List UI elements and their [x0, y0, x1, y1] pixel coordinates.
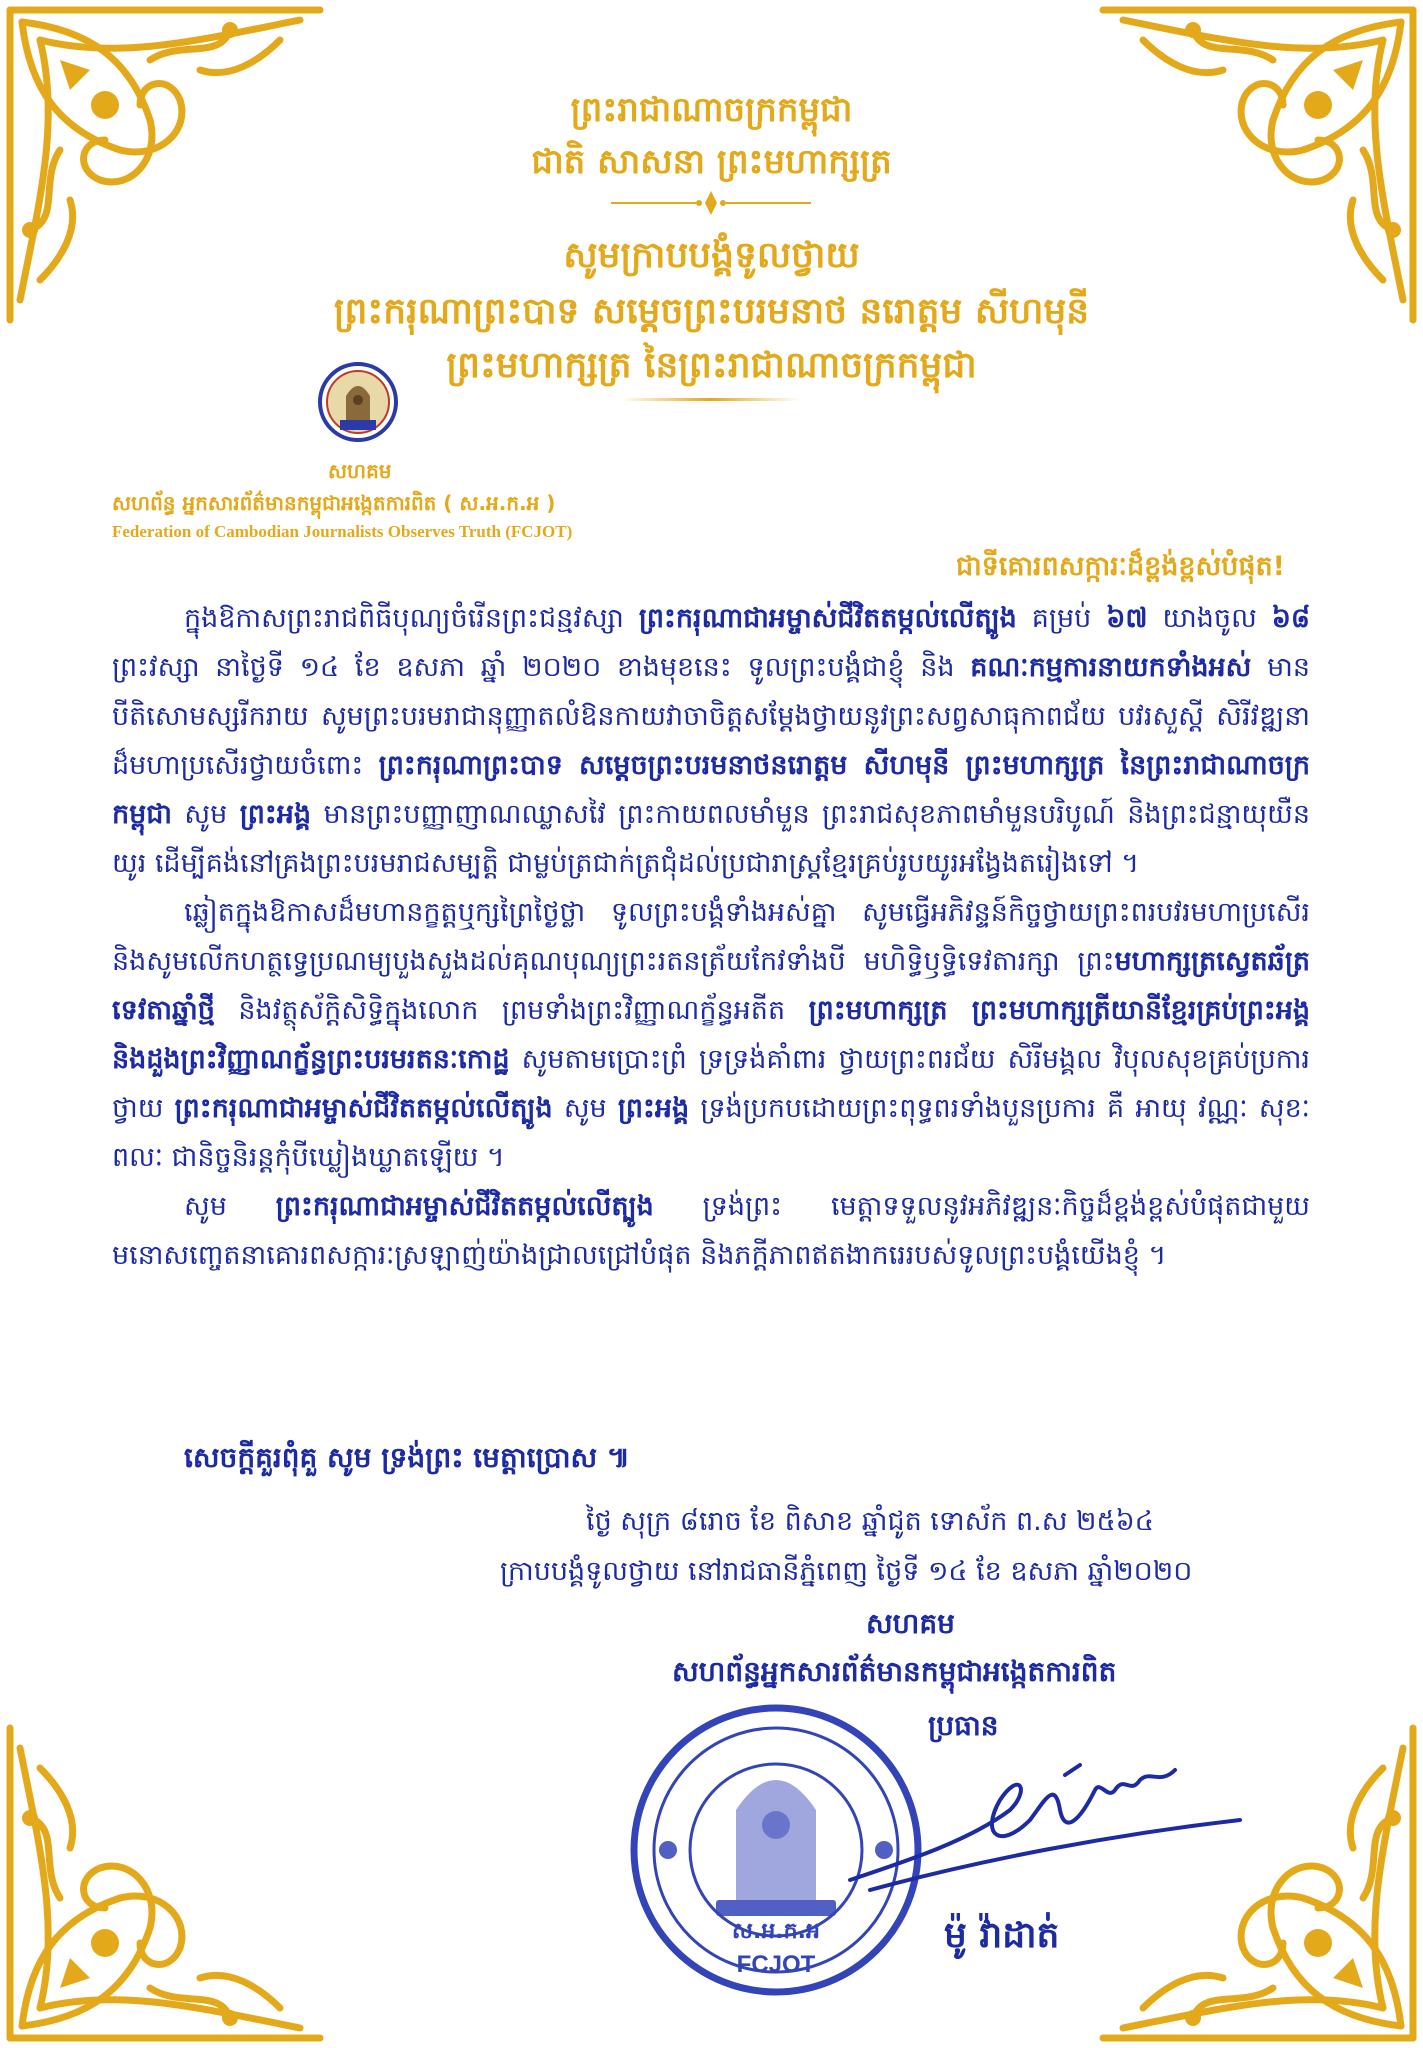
- emphasis-text: ព្រះករុណាព្រះបាទ សម្តេចព្រះបរមនាថនរោត្តម សីហមុនី ព្រះមហាក្សត្រ នៃព្រះរាជាណាចក្រកម្ពុជា: [112, 750, 1310, 830]
- emphasis-text: ព្រះមហាក្សត្រ ព្រះមហាក្សត្រីយានីខ្មែរគ្រប់ព្រះអង្គ និងដួងព្រះវិញ្ញាណក្ខ័ន្ធព្រះបរមរតនៈកោដ្ឋ: [112, 995, 1310, 1075]
- emphasis-text: ព្រះករុណាជាអម្ចាស់ជីវិតតម្កល់លើត្បូង: [638, 603, 1017, 634]
- emphasis-text: ព្រះអង្គ: [239, 799, 312, 830]
- emphasis-text: ៦៧: [1106, 603, 1148, 634]
- emphasis-text: ព្រះករុណាជាអម្ចាស់ជីវិតតម្កល់លើត្បូង: [275, 1191, 654, 1222]
- corner-ornament-bottom-left: [0, 1718, 330, 2048]
- salutation-heading: សូមក្រាបបង្គំទូលថ្វាយ: [563, 235, 860, 276]
- body-text-run: ទ្រង់ប្រកបដោយព្រះពុទ្ធពរទាំងបួនប្រការ គឺ អាយុ វណ្ណៈ សុខៈ ពលៈ ជានិច្ចនិរន្តកុំបីឃ្លៀងឃ្លាតឡើយ ។: [112, 1093, 1311, 1173]
- emphasis-text: ព្រះករុណាជាអម្ចាស់ជីវិតតម្កល់លើត្បូង: [174, 1093, 553, 1124]
- signatory-association: សហគម: [866, 1607, 955, 1640]
- body-text-run: យាងចូល: [1147, 603, 1272, 634]
- handwritten-signature-icon: [830, 1740, 1250, 1910]
- respect-motto: ជាទីគោរពសក្ការៈដ៏ខ្ពង់ខ្ពស់បំផុត!: [955, 551, 1285, 582]
- body-text-run: ព្រះវស្សា នាថ្ងៃទី ១៤ ខែ ឧសភា ឆ្នាំ ២០២០ ខាងមុខនេះ ទូលព្រះបង្គំជាខ្ញុំ និង: [112, 652, 971, 683]
- body-text-run: សូម: [184, 1191, 276, 1222]
- emphasis-text: គណៈកម្មការនាយកទាំងអស់: [970, 652, 1252, 683]
- body-text-run: មានព្រះបញ្ញាញាណឈ្លាសវៃ ព្រះកាយពលមាំមួន ព្រះរាជសុខភាពមាំមួនបរិបូណ៍ និងព្រះជន្មាយុយឺនយូរ ដើម្បីគង់នៅគ្រងព្រះបរមរាជសម្បត្តិ ជាម្លប់ត្រជាក់ត្រជុំដល់ប្រជារាស្ត្រខ្មែរគ្រប់រូបយូរអង្វែងតរៀងទៅ ។: [112, 799, 1310, 879]
- body-text-run: ក្នុងឱកាសព្រះរាជពិធីបុណ្យចំរើនព្រះជន្មវស្សា: [184, 603, 639, 634]
- signatory-title: ប្រធាន: [928, 1709, 999, 1742]
- lunar-date: ថ្ងៃ សុក្រ ៨រោច ខែ ពិសាខ ឆ្នាំជូត ទោស័ក ព.ស ២៥៦៤: [586, 1506, 1154, 1537]
- association-label: សហគម: [328, 459, 392, 483]
- body-text-run: សូម: [552, 1093, 618, 1124]
- body-text-run: និងវត្ថុស័ក្តិសិទ្ធិក្នុងលោក ព្រមទាំងព្រះវិញ្ញាណក្ខ័ន្ធអតីត: [214, 995, 809, 1026]
- signatory-organization: សហព័ន្ធអ្នកសារព័ត៌មានកម្ពុជាអង្កេតការពិត: [672, 1655, 1117, 1688]
- stamp-abbr-kh: ស.អ.ក.អ: [732, 1919, 820, 1944]
- signatory-name: ម៉ូ វ៉ាដាត់: [944, 1915, 1060, 1956]
- emphasis-text: ព្រះអង្គ: [617, 1093, 690, 1124]
- body-text-run: សូមតាមប្រោះព្រំ ទ្រទ្រង់គាំពារ ថ្វាយព្រះពរជ័យ សិរីមង្គល វិបុលសុខគ្រប់ប្រការថ្វាយ: [112, 1044, 1310, 1124]
- emphasis-text: ៦៨: [1271, 603, 1311, 634]
- body-text-run: សូម: [172, 799, 240, 830]
- header-rule: [620, 398, 800, 401]
- addressee-line-1: ព្រះករុណាព្រះបាទ សម្តេចព្រះបរមនាថ នរោត្តម សីហមុនី: [333, 291, 1090, 332]
- paragraph-3: [112, 1182, 1310, 1280]
- paragraph-1: [112, 594, 1310, 888]
- organization-name-en: Federation of Cambodian Journalists Observes Truth (FCJOT): [112, 522, 573, 541]
- organization-name-kh: សហព័ន្ធ អ្នកសារព័ត៌មានកម្ពុជាអង្កេតការពិត ( ស.អ.ក.អ ): [112, 491, 556, 515]
- paragraph-2: [112, 888, 1310, 1182]
- kingdom-heading: ព្រះរាជាណាចក្រកម្ពុជា: [570, 90, 853, 130]
- ornamental-divider-icon: [611, 190, 811, 216]
- addressee-line-2: ព្រះមហាក្សត្រ នៃព្រះរាជាណាចក្រកម្ពុជា: [446, 345, 977, 386]
- letter-body: [112, 594, 1310, 1280]
- body-text-run: ឆ្លៀតក្នុងឱកាសដ៏មហានក្ខត្តឬក្សព្រៃថ្ងៃថ្លា ទូលព្រះបង្គំទាំងអស់គ្នា សូមធ្វើអភិវន្ទន៍កិច្ចថ្វាយព្រះពរបវរមហាប្រសើរ និងសូមលើកហត្ថទ្វេប្រណម្យបួងសួងដល់គុណបុណ្យព្រះរតនត្រ័យកែវទាំងបី មហិទ្ធិឫទ្ធិទេវតារក្សា ព្រះ: [112, 897, 1310, 977]
- emphasis-text: មហាក្សត្រស្វេតឆ័ត្រទេវតាឆ្នាំថ្មី: [112, 946, 1310, 1026]
- solar-date: ក្រាបបង្គំទូលថ្វាយ នៅរាជធានីភ្នំពេញ ថ្ងៃទី ១៤ ខែ ឧសភា ឆ្នាំ២០២០: [500, 1556, 1193, 1587]
- body-text-run: គម្រប់: [1016, 603, 1107, 634]
- fcjot-logo-icon: [318, 362, 398, 446]
- closing-line: សេចក្តីគួរពុំគួ សូម ទ្រង់ព្រះ មេត្តាប្រោស ៕: [184, 1441, 631, 1474]
- body-text-run: មានបីតិសោមស្សរីករាយ សូមព្រះបរមរាជានុញ្ញាតលំឱនកាយវាចាចិត្តសម្តែងថ្វាយនូវព្រះសព្វសាធុកាពជ័យ បវរសួស្តី សិរីវឌ្ឍនាដ៏មហាប្រសើរថ្វាយចំពោះ: [112, 652, 1310, 781]
- body-text-run: ទ្រង់ព្រះ មេត្តាទទួលនូវអភិវឌ្ឍនៈកិច្ចដ៏ខ្ពង់ខ្ពស់បំផុតជាមួយមនោសញ្ចេតនាគោរពសក្ការៈស្រឡាញ់យ៉ាងជ្រាលជ្រៅបំផុត និងភក្តីភាពឥតងាករេរបស់ទូលព្រះបង្គំយើងខ្ញុំ ។: [112, 1191, 1310, 1271]
- nation-motto-heading: ជាតិ សាសនា ព្រះមហាក្សត្រ: [531, 142, 892, 182]
- stamp-abbr-en: FCJOT: [736, 1951, 816, 1978]
